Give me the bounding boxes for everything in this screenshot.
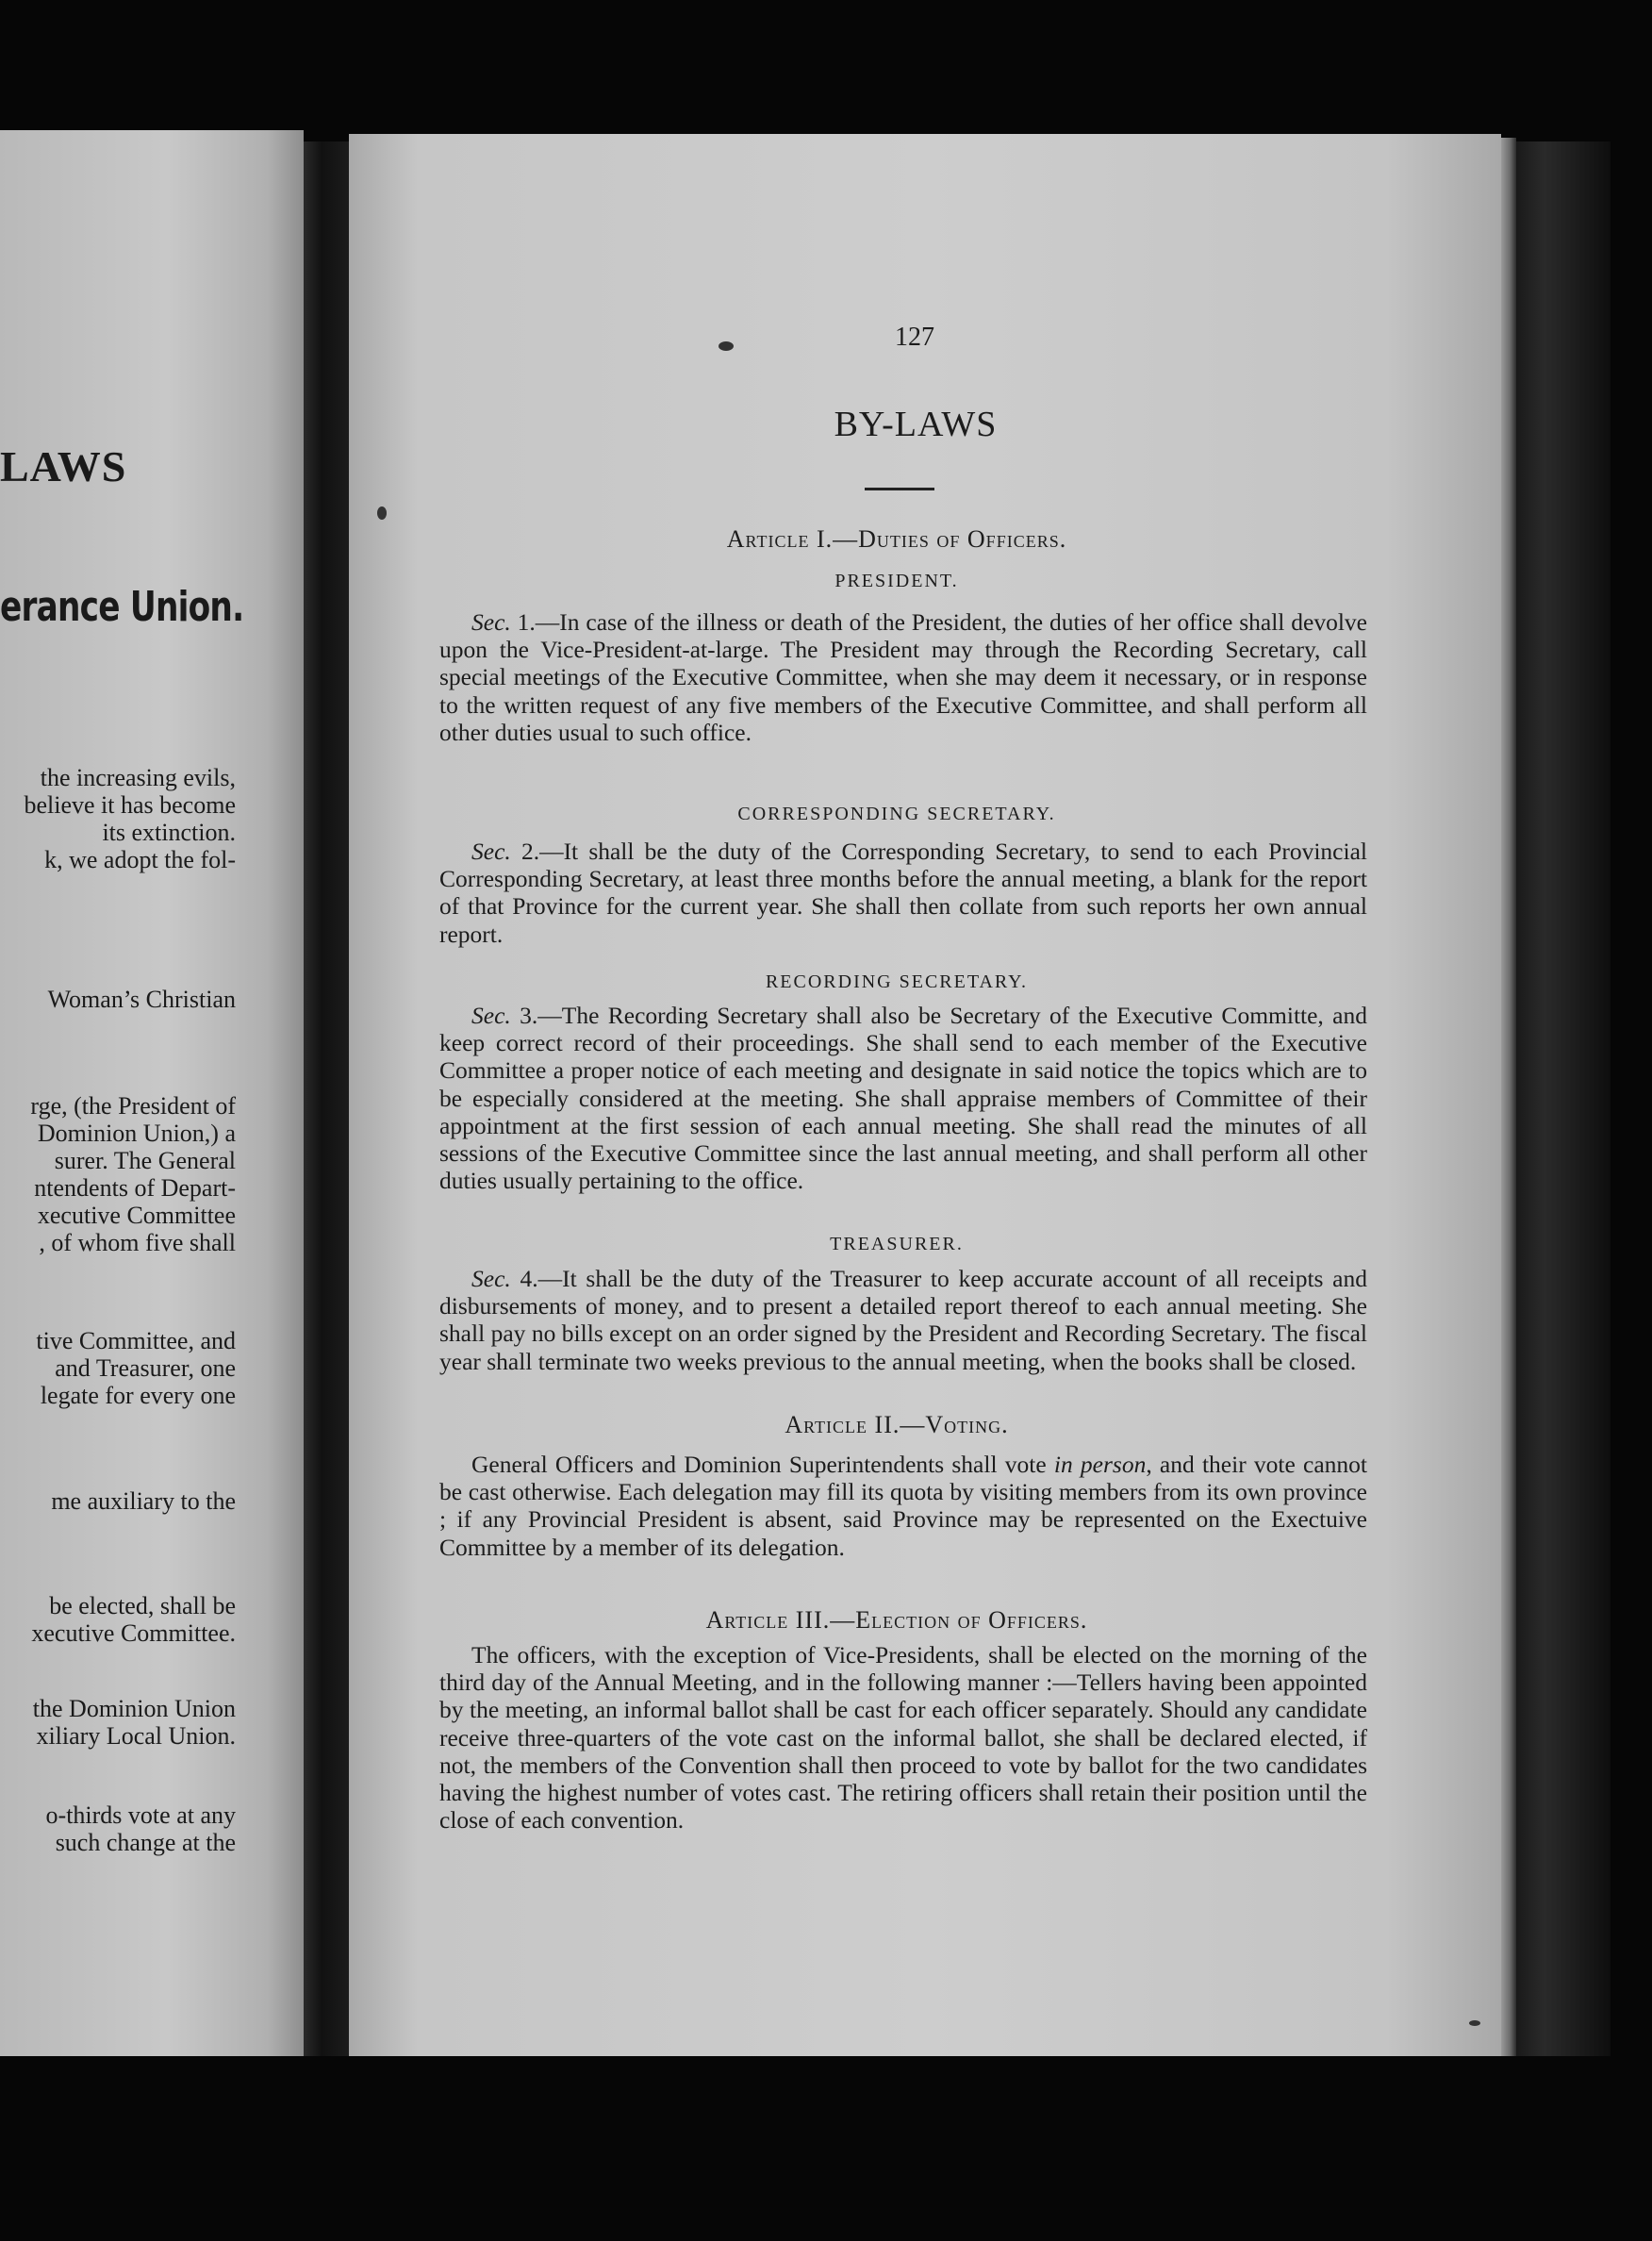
article-2-text-end: , and their vote cannot be cast otherwise. Each delegation may fill its quota by visiting members from its own province ; if any Provincial President is absent, said Province may be represented on the Exectuive Committee by a member of its delegation.: [439, 1451, 1367, 1561]
article-2-paragraph: [439, 1451, 1367, 1561]
article-3-heading: Article III.—Election of Officers.: [705, 1606, 1088, 1634]
article-3-paragraph: The officers, with the exception of Vice-Presidents, shall be elected on the morning of the third day of the Annual Meeting, and in the following manner :—Tellers having been appointed by the meeting, an informal ballot shall be cast for each officer separately. Should any candidate receive three-quarters of the vote cast on the informal ballot, she shall be declared elected, if not, the members of the Convention shall then proceed to vote by ballot for the two candidates having the highest number of votes cast. The retiring officers shall retain their position until the close of each convention.: [439, 1641, 1367, 1834]
section-3-label: Sec.: [471, 1002, 511, 1029]
left-page-line: the increasing evils,: [40, 764, 236, 791]
title-rule: [865, 488, 934, 490]
left-page-heading-union: erance Union.: [0, 583, 244, 631]
section-2-text: 2.—It shall be the duty of the Corresponding Secretary, to send to each Provincial Corresponding Secretary, at least three months before the annual meeting, a blank for the report of that Province for the current year. She shall then collate from such reports her own annual report.: [439, 838, 1367, 948]
section-1-paragraph: [439, 608, 1367, 746]
left-page-line: ntendents of Depart-: [34, 1174, 236, 1202]
left-page-line: and Treasurer, one: [55, 1354, 236, 1382]
left-page-line: xecutive Committee.: [31, 1619, 236, 1647]
left-page-line: me auxiliary to the: [51, 1487, 236, 1515]
ink-speck: [1469, 2020, 1480, 2026]
left-page-line: Dominion Union,) a: [37, 1120, 236, 1147]
left-page-line: , of whom five shall: [39, 1229, 236, 1256]
book-cover-edge: [1516, 141, 1611, 2056]
left-page-heading-laws: LAWS: [0, 442, 127, 490]
left-page-line: such change at the: [55, 1829, 236, 1856]
left-page-line: o-thirds vote at any: [45, 1801, 236, 1829]
left-page-line: its extinction.: [102, 819, 236, 846]
book-spine: [304, 141, 349, 2056]
left-page: [0, 130, 304, 2056]
article-2-text-start: General Officers and Dominion Superintendents shall vote: [471, 1451, 1054, 1478]
section-3-text: 3.—The Recording Secretary shall also be Secretary of the Executive Committe, and keep correct record of their proceedings. She shall send to each member of the Executive Committee a proper notice of each meeting and designate in said notice the topics which are to be especially considered at the meeting. She shall appraise members of Committee of their appointment at the first session of each annual meeting. She shall read the minutes of all sessions of the Executive Committee since the last annual meeting, and shall perform all other duties usually pertaining to the office.: [439, 1002, 1367, 1195]
section-2-paragraph: [439, 838, 1367, 948]
left-page-line: k, we adopt the fol-: [44, 846, 236, 873]
left-page-line: rge, (the President of: [30, 1092, 236, 1120]
president-heading: PRESIDENT.: [834, 571, 959, 591]
section-3-paragraph: [439, 1002, 1367, 1194]
left-page-line: xecutive Committee: [37, 1202, 236, 1229]
page-edge: [1501, 138, 1516, 2056]
section-4-paragraph: [439, 1265, 1367, 1375]
page-number: 127: [895, 323, 934, 352]
left-page-line: xiliary Local Union.: [36, 1722, 236, 1750]
left-page-line: surer. The General: [54, 1147, 236, 1174]
left-page-line: legate for every one: [40, 1382, 236, 1409]
treasurer-heading: TREASURER.: [830, 1234, 964, 1254]
left-page-line: the Dominion Union: [32, 1695, 236, 1722]
ink-speck: [719, 341, 734, 351]
page-title: BY-LAWS: [834, 405, 998, 444]
section-2-label: Sec.: [471, 838, 511, 865]
ink-speck: [377, 506, 387, 520]
section-4-label: Sec.: [471, 1265, 511, 1292]
article-2-heading: Article II.—Voting.: [785, 1411, 1009, 1438]
section-1-label: Sec.: [471, 608, 511, 636]
recording-secretary-heading: RECORDING SECRETARY.: [765, 971, 1029, 992]
section-1-text: 1.—In case of the illness or death of the President, the duties of her office shall devolve upon the Vice-President-at-large. The President may through the Recording Secretary, call special meetings of the Executive Committee, when she may deem it necessary, or in response to the written request of any five members of the Executive Committee, and shall perform all other duties usual to such office.: [439, 608, 1367, 746]
section-4-text: 4.—It shall be the duty of the Treasurer to keep accurate account of all receipts and disbursements of money, and to present a detailed report thereof to each annual meeting. She shall pay no bills except on an order signed by the President and Recording Secretary. The fiscal year shall terminate two weeks previous to the annual meeting, when the books shall be closed.: [439, 1265, 1367, 1375]
corresponding-secretary-heading: CORRESPONDING SECRETARY.: [737, 804, 1056, 824]
article-1-heading: Article I.—Duties of Officers.: [726, 525, 1067, 553]
left-page-line: Woman’s Christian: [47, 986, 236, 1013]
left-page-line: believe it has become: [24, 791, 236, 819]
right-page: [349, 134, 1501, 2056]
article-2-emphasis: in person: [1053, 1451, 1147, 1478]
left-page-line: be elected, shall be: [49, 1592, 236, 1619]
left-page-line: tive Committee, and: [36, 1327, 236, 1354]
